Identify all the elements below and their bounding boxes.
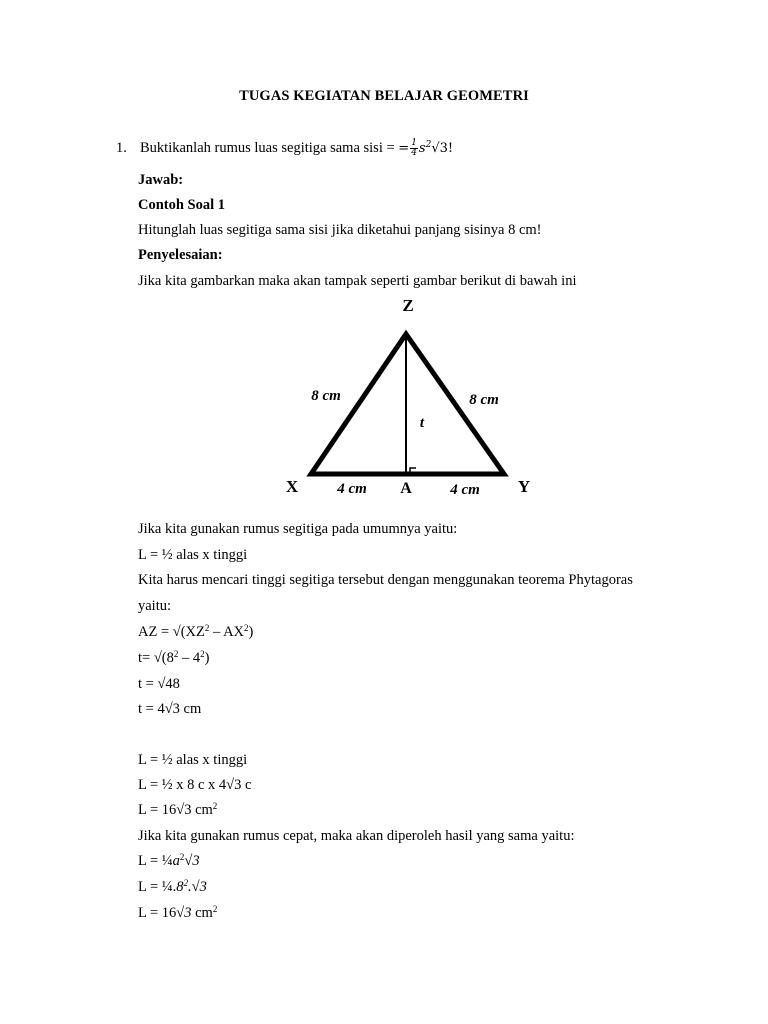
q2-exp: 2 — [183, 878, 188, 888]
q3-exp: 2 — [212, 904, 218, 914]
question-1 — [116, 139, 453, 158]
jawab-label: Jawab: — [138, 172, 184, 188]
formula-end: ! — [447, 141, 454, 156]
q2-root: .√3 — [188, 879, 207, 895]
t1-exp-2: 2 — [200, 649, 205, 659]
question-text: Buktikanlah rumus luas segitiga sama sisi = — [140, 140, 399, 156]
q1-root: √3 — [184, 853, 200, 869]
step-l-2: L = ½ x 8 c x 4√3 c — [138, 777, 252, 793]
az-part-3: ) — [248, 624, 254, 640]
q1-exp: 2 — [179, 852, 185, 862]
t1-part-3: ) — [204, 650, 210, 666]
step-t-1 — [138, 650, 209, 667]
az-exp-1: 2 — [204, 623, 210, 633]
contoh-heading: Contoh Soal 1 — [138, 197, 226, 213]
l3-text: L = 16√3 cm — [138, 802, 213, 818]
step-l-1: L = ½ alas x tinggi — [138, 752, 248, 768]
q1-text: L = ¼ — [138, 853, 173, 869]
step-yaitu: yaitu: — [138, 598, 172, 614]
step-pythagoras: Kita harus mencari tinggi segitiga tersebut dengan menggunakan teorema Phytagoras — [138, 572, 633, 588]
base-right-label: 4 cm — [450, 482, 480, 498]
fraction-denominator: 4 — [411, 148, 417, 158]
side-left-label: 8 cm — [311, 388, 341, 404]
az-part-1: AZ = √(XZ — [138, 624, 205, 640]
az-exp-2: 2 — [244, 623, 249, 633]
label-x: X — [285, 477, 299, 496]
step-l-3 — [138, 802, 217, 819]
label-z: Z — [402, 296, 414, 315]
step-quick-intro: Jika kita gunakan rumus cepat, maka akan diperoleh hasil yang sama yaitu: — [138, 828, 575, 844]
step-intro: Jika kita gunakan rumus segitiga pada umumnya yaitu: — [138, 521, 458, 537]
formula-equals: = — [398, 141, 410, 156]
page-title: TUGAS KEGIATAN BELAJAR GEOMETRI — [239, 88, 529, 104]
az-part-2: – AX — [209, 624, 245, 640]
step-az — [138, 624, 253, 641]
q3-text: L = 16 — [138, 905, 177, 921]
height-label: t — [419, 415, 425, 431]
soal-text: Hitunglah luas segitiga sama sisi jika diketahui panjang sisinya 8 cm! — [138, 222, 542, 238]
fraction-numerator: 1 — [411, 138, 417, 148]
step-quick-3 — [138, 905, 217, 922]
q2-text: L = ¼. — [138, 879, 177, 895]
q1-var: a — [172, 853, 180, 869]
penyelesaian-label: Penyelesaian: — [138, 247, 223, 263]
step-quick-2 — [138, 879, 207, 896]
formula-fraction — [410, 139, 418, 158]
label-a: A — [400, 480, 412, 497]
t1-exp-1: 2 — [173, 649, 179, 659]
formula-exponent: 2 — [425, 140, 432, 150]
q2-var: 8 — [176, 879, 184, 895]
step-quick-1 — [138, 853, 200, 870]
base-left-label: 4 cm — [337, 481, 367, 497]
step-formula-general: L = ½ alas x tinggi — [138, 547, 248, 563]
l3-exp: 2 — [212, 801, 218, 811]
formula-root: √3 — [431, 141, 448, 156]
step-t-2: t = √48 — [138, 676, 180, 692]
triangle-figure — [276, 292, 536, 504]
t1-part-1: t= √(8 — [138, 650, 174, 666]
q3-root: √3 — [176, 905, 192, 921]
intro-text: Jika kita gambarkan maka akan tampak seperti gambar berikut di bawah ini — [138, 273, 577, 289]
step-t-3: t = 4√3 cm — [138, 701, 202, 717]
q3-unit: cm — [191, 905, 213, 921]
side-right-label: 8 cm — [469, 392, 499, 408]
question-number: 1. — [116, 140, 127, 156]
formula — [398, 138, 454, 158]
t1-part-2: – 4 — [178, 650, 201, 666]
formula-s: s — [418, 141, 426, 156]
label-y: Y — [517, 477, 531, 496]
